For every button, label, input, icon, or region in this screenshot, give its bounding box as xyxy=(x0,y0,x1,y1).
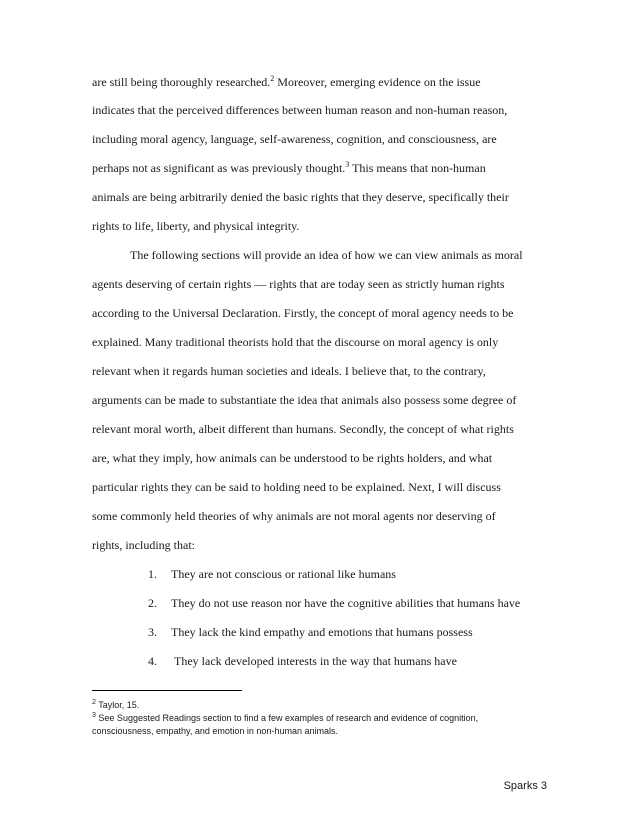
list-item: They are not conscious or rational like humans xyxy=(171,567,396,581)
list-item: They lack the kind empathy and emotions that humans possess xyxy=(171,625,473,639)
body-line: indicates that the perceived differences between human reason and non-human reason, xyxy=(92,103,508,117)
body-line: animals are being arbitrarily denied the basic rights that they deserve, specifically their xyxy=(92,190,509,204)
body-line: agents deserving of certain rights — rights that are today seen as strictly human rights xyxy=(92,277,505,291)
page-number: Sparks 3 xyxy=(503,780,547,792)
footnote: $^3$ See Suggested Readings section to find a few examples of research and evidence of cognition, xyxy=(92,712,479,723)
paragraph-first-line: The following sections will provide an idea of how we can view animals as moral xyxy=(130,248,523,262)
list-item-number: 4. xyxy=(148,654,157,668)
body-line: relevant when it regards human societies and ideals. I believe that, to the contrary, xyxy=(92,364,486,378)
footnote-ref: 3 xyxy=(345,160,350,169)
footnote-continuation: consciousness, empathy, and emotion in non-human animals. xyxy=(92,726,338,736)
footnote-separator xyxy=(92,690,242,691)
body-line: perhaps not as significant as was previously thought.$^3$ This means that non-human xyxy=(92,160,486,175)
body-line: relevant moral worth, albeit different than humans. Secondly, the concept of what rights xyxy=(92,422,514,436)
body-line: are, what they imply, how animals can be understood to be rights holders, and what xyxy=(92,451,493,465)
body-line: arguments can be made to substantiate the idea that animals also possess some degree of xyxy=(92,393,517,407)
footnote-ref: 2 xyxy=(270,74,275,83)
list-item: They do not use reason nor have the cognitive abilities that humans have xyxy=(171,596,521,610)
list-item: They lack developed interests in the way that humans have xyxy=(174,654,457,668)
list-item-number: 1. xyxy=(148,567,157,581)
body-line: rights to life, liberty, and physical integrity. xyxy=(92,219,300,233)
list-item-number: 3. xyxy=(148,625,157,639)
body-line: including moral agency, language, self-awareness, cognition, and consciousness, are xyxy=(92,132,497,146)
body-line: according to the Universal Declaration. Firstly, the concept of moral agency needs to be xyxy=(92,306,514,320)
body-line: are still being thoroughly researched.$^2$ Moreover, emerging evidence on the issue xyxy=(92,74,481,89)
list-item-number: 2. xyxy=(148,596,157,610)
body-line: rights, including that: xyxy=(92,538,195,552)
body-line: some commonly held theories of why animals are not moral agents nor deserving of xyxy=(92,509,496,523)
footnote: $^2$ Taylor, 15. xyxy=(92,699,140,710)
body-line: particular rights they can be said to holding need to be explained. Next, I will discuss xyxy=(92,480,501,494)
body-line: explained. Many traditional theorists hold that the discourse on moral agency is only xyxy=(92,335,499,349)
